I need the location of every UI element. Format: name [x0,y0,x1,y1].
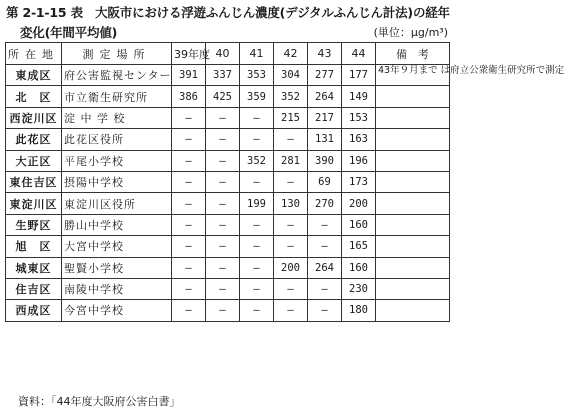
value-cell-v41: — [240,129,274,150]
value-cell-v39: — [172,193,206,214]
value-cell-v43: 131 [308,129,342,150]
table-row [6,193,450,214]
site-cell: 勝山中学校 [62,214,172,235]
table-row [6,107,450,128]
value-cell-v44: 230 [342,278,376,299]
value-cell-v39: — [172,278,206,299]
value-cell-v41: — [240,257,274,278]
header-year-42: 42 [274,43,308,65]
value-cell-v44: 163 [342,129,376,150]
site-cell: 大宮中学校 [62,236,172,257]
header-row [6,43,450,65]
location-cell: 住吉区 [6,278,62,299]
value-cell-v39: — [172,129,206,150]
table-row [6,171,450,192]
value-cell-v40: — [206,129,240,150]
value-cell-v39: — [172,107,206,128]
remarks-cell [376,236,450,257]
value-cell-v44: 173 [342,171,376,192]
value-cell-v43: — [308,300,342,321]
site-cell: 南陵中学校 [62,278,172,299]
location-cell: 東成区 [6,65,62,86]
value-cell-v40: — [206,236,240,257]
table-row [6,236,450,257]
location-cell: 東淀川区 [6,193,62,214]
value-cell-v42: 304 [274,65,308,86]
value-cell-v44: 165 [342,236,376,257]
dust-concentration-table [5,42,564,322]
remarks-cell [376,86,450,107]
table-row [6,300,450,321]
value-cell-v40: — [206,257,240,278]
value-cell-v40: 425 [206,86,240,107]
remarks-cell [376,129,450,150]
value-cell-v42: 130 [274,193,308,214]
value-cell-v44: 177 [342,65,376,86]
value-cell-v39: 386 [172,86,206,107]
header-year-43: 43 [308,43,342,65]
remarks-cell [376,214,450,235]
value-cell-v43: 264 [308,257,342,278]
remarks-cell [376,257,450,278]
value-cell-v41: — [240,236,274,257]
value-cell-v39: — [172,150,206,171]
value-cell-v43: 277 [308,65,342,86]
site-cell: 府公害監視センター [62,65,172,86]
table-body [6,65,564,322]
header-year-44: 44 [342,43,376,65]
value-cell-v44: 180 [342,300,376,321]
value-cell-v42: — [274,300,308,321]
site-cell: 此花区役所 [62,129,172,150]
value-cell-v39: — [172,214,206,235]
site-cell: 今宮中学校 [62,300,172,321]
value-cell-v42: — [274,214,308,235]
value-cell-v40: — [206,193,240,214]
header-remarks: 備 考 [376,43,450,65]
value-cell-v41: — [240,107,274,128]
location-cell: 城東区 [6,257,62,278]
location-cell: 大正区 [6,150,62,171]
site-cell: 摂陽中学校 [62,171,172,192]
table-row [6,65,450,86]
site-cell: 市立衛生研究所 [62,86,172,107]
header-year-40: 40 [206,43,240,65]
value-cell-v42: — [274,171,308,192]
value-cell-v42: — [274,278,308,299]
value-cell-v39: — [172,171,206,192]
value-cell-v39: — [172,257,206,278]
table-title-continued: 変化(年間平均値) [20,25,118,40]
value-cell-v41: — [240,278,274,299]
value-cell-v43: — [308,278,342,299]
value-cell-v41: 353 [240,65,274,86]
value-cell-v40: — [206,300,240,321]
value-cell-v43: 264 [308,86,342,107]
table-title: 第 2-1-15 表 大阪市における浮遊ふんじん濃度(デジタルふんじん計法)の経年 [6,5,450,20]
value-cell-v44: 200 [342,193,376,214]
value-cell-v40: — [206,107,240,128]
value-cell-v42: 215 [274,107,308,128]
site-cell: 聖賢小学校 [62,257,172,278]
location-cell: 西成区 [6,300,62,321]
location-cell: 東住吉区 [6,171,62,192]
value-cell-v44: 153 [342,107,376,128]
value-cell-v43: — [308,236,342,257]
value-cell-v43: 270 [308,193,342,214]
value-cell-v42: — [274,129,308,150]
value-cell-v40: — [206,171,240,192]
value-cell-v41: — [240,171,274,192]
location-cell: 此花区 [6,129,62,150]
value-cell-v43: 217 [308,107,342,128]
header-year-39: 39年度 [172,43,206,65]
table-row [6,150,450,171]
site-cell: 淀 中 学 校 [62,107,172,128]
unit-label: (単位：μg/m³) [373,26,448,39]
value-cell-v39: 391 [172,65,206,86]
remarks-cell [376,150,450,171]
value-cell-v42: 352 [274,86,308,107]
remarks-cell [376,278,450,299]
source-note: 資料：「44年度大阪府公害白書」 [18,395,181,408]
remarks-cell [376,300,450,321]
table-row [6,214,450,235]
value-cell-v39: — [172,236,206,257]
remarks-cell [376,171,450,192]
header-location: 所在地 [6,43,62,65]
location-cell: 北 区 [6,86,62,107]
remarks-cell: 43年９月まで は府立公衆衛生研究所で測定 [376,65,450,86]
value-cell-v40: — [206,150,240,171]
value-cell-v41: 199 [240,193,274,214]
value-cell-v42: 200 [274,257,308,278]
value-cell-v40: 337 [206,65,240,86]
location-cell: 旭 区 [6,236,62,257]
site-cell: 東淀川区役所 [62,193,172,214]
table-row [6,86,450,107]
table-row [6,257,450,278]
value-cell-v44: 160 [342,214,376,235]
value-cell-v39: — [172,300,206,321]
value-cell-v40: — [206,278,240,299]
location-cell: 生野区 [6,214,62,235]
value-cell-v42: — [274,236,308,257]
value-cell-v44: 196 [342,150,376,171]
value-cell-v41: 359 [240,86,274,107]
value-cell-v41: — [240,214,274,235]
value-cell-v41: — [240,300,274,321]
value-cell-v43: — [308,214,342,235]
value-cell-v41: 352 [240,150,274,171]
value-cell-v44: 160 [342,257,376,278]
header-site: 測定場所 [62,43,172,65]
header-year-41: 41 [240,43,274,65]
value-cell-v43: 390 [308,150,342,171]
remarks-cell [376,193,450,214]
table-row [6,278,450,299]
value-cell-v40: — [206,214,240,235]
location-cell: 西淀川区 [6,107,62,128]
remarks-cell [376,107,450,128]
table-row [6,129,450,150]
value-cell-v42: 281 [274,150,308,171]
value-cell-v44: 149 [342,86,376,107]
value-cell-v43: 69 [308,171,342,192]
site-cell: 平尾小学校 [62,150,172,171]
